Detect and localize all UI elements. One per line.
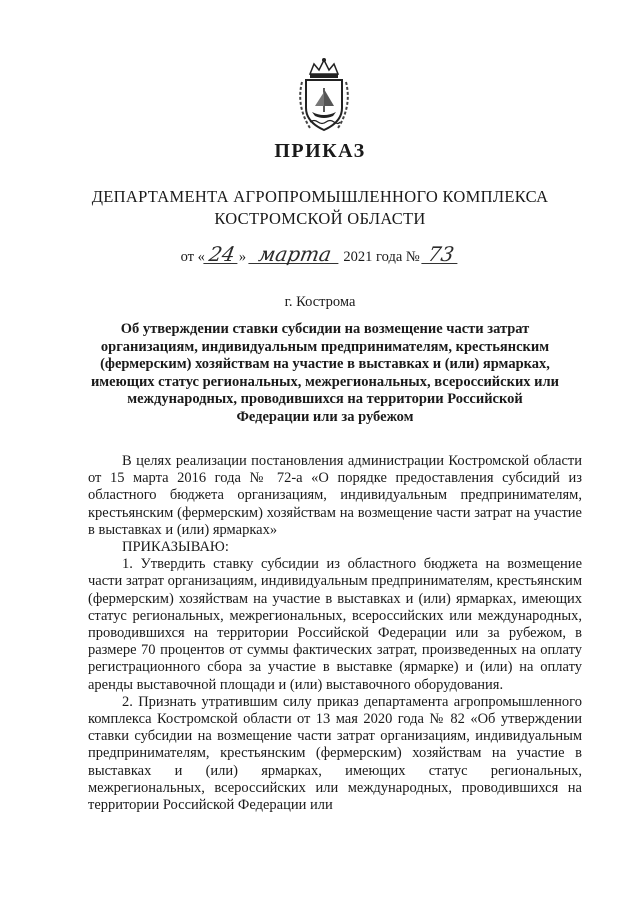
- department-line-1: ДЕПАРТАМЕНТА АГРОПРОМЫШЛЕННОГО КОМПЛЕКСА: [91, 187, 549, 206]
- order-word: ПРИКАЗЫВАЮ:: [122, 539, 229, 556]
- item-2-paragraph: 2. Признать утратившим силу приказ департамента агропромышленного комплекса Костромской области от 13 мая 2020 года № 82 «Об утверждении ставки субсидии на возмещение части затрат организациям, индивидуальным предпринимателям, крестьянским (фермерским) хозяйствам на участие в выставках и (или) ярмарках, имеющих статус региональных, межрегиональных, всероссийских или международных, проводившихся на территории Российской Федерации или: [88, 693, 582, 814]
- date-number-line: [0, 242, 640, 266]
- date-sep: »: [238, 249, 247, 265]
- department-line-2: КОСТРОМСКОЙ ОБЛАСТИ: [214, 209, 426, 228]
- date-month-handwritten: марта: [248, 245, 341, 264]
- kostroma-coat-of-arms-icon: [296, 56, 352, 134]
- document-body: [88, 453, 582, 814]
- date-year: 2021 года №: [343, 249, 420, 265]
- order-subject: Об утверждении ставки субсидии на возмещение части затрат организациям, индивидуальным предпринимателям, крестьянским (фермерским) хозяйствам на участие в выставках и (или) ярмарках, имеющих статус региональных, межрегиональных, всероссийских или международных, проводившихся на территории Российской Федерации или за рубежом: [90, 321, 560, 425]
- date-prefix: от «: [180, 249, 205, 265]
- item-1-paragraph: 1. Утвердить ставку субсидии из областного бюджета на возмещение части затрат организациям, индивидуальным предпринимателям, крестьянским (фермерским) хозяйствам на участие в выставках и (или) ярмарках, имеющих статус региональных, межрегиональных, всероссийских или международных, проводившихся на территории Российской Федерации или за рубежом, в размере 70 процентов от суммы фактических затрат, произведенных на оплату регистрационного сбора за участие в выставке (ярмарке) и (или) на оплату аренды выставочной площади и (или) выставочного оборудования.: [88, 556, 582, 693]
- order-number-handwritten: 73: [422, 245, 461, 264]
- date-day-handwritten: 24: [203, 245, 240, 264]
- city: г. Кострома: [284, 294, 356, 310]
- preamble-paragraph: В целях реализации постановления администрации Костромской области от 15 марта 2016 года № 72-а «О порядке предоставления субсидий из областного бюджета организациям, индивидуальным предпринимателям, крестьянским (фермерским) хозяйствам на возмещение части затрат на участие в выставках и (или) ярмарках»: [88, 453, 582, 538]
- department-name: [0, 186, 640, 230]
- document-title: ПРИКАЗ: [274, 140, 366, 162]
